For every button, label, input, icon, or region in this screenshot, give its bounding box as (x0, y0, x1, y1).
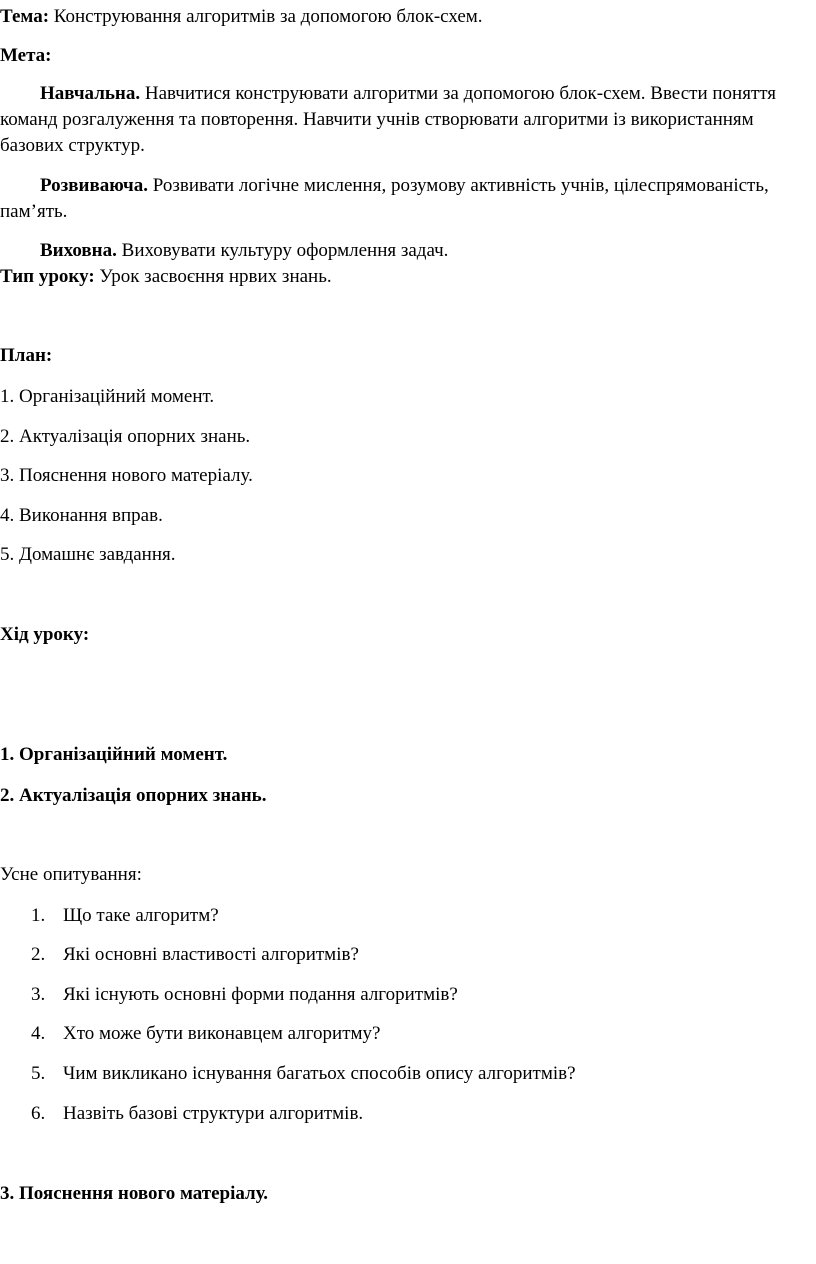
question-number: 6. (31, 1103, 46, 1124)
plan-item: 1. Організаційний момент. (0, 386, 215, 407)
goal-upbringing-text: Виховувати культуру оформлення задач. (116, 240, 449, 261)
plan-item: 3. Пояснення нового матеріалу. (0, 465, 253, 486)
question-text: Чим викликано існування багатьох способів опису алгоритмів? (63, 1063, 576, 1084)
topic-label: Тема: (0, 6, 50, 27)
lesson-type-text: Урок засвоєння нрвих знань. (94, 266, 332, 287)
goal-heading: Мета: (0, 45, 52, 66)
goal-developmental-text: Розвивати логічне мислення, розумову активність учнів, цілеспрямованість, пам’ять. (0, 175, 769, 222)
question-text: Що таке алгоритм? (63, 905, 219, 926)
question-number: 4. (31, 1023, 46, 1044)
lesson-type-line (0, 264, 332, 290)
question-number: 1. (31, 905, 46, 926)
goal-educational-text: Навчитися конструювати алгоритми за допомогою блок-схем. Ввести поняття команд розгалуження та повторення. Навчити учнів створювати алгоритми із використанням базових структур. (0, 83, 777, 156)
question-text: Назвіть базові структури алгоритмів. (63, 1103, 364, 1124)
question-number: 5. (31, 1063, 46, 1084)
goal-upbringing (0, 238, 800, 264)
question-text: Хто може бути виконавцем алгоритму? (63, 1023, 381, 1044)
survey-label: Усне опитування: (0, 864, 142, 885)
lesson-type-label: Тип уроку: (0, 266, 95, 287)
topic-text: Конструювання алгоритмів за допомогою блок-схем. (49, 6, 483, 27)
goal-educational (0, 81, 800, 159)
goal-developmental-label: Розвиваюча. (40, 175, 148, 196)
goal-developmental (0, 173, 800, 225)
goal-educational-label: Навчальна. (40, 83, 141, 104)
plan-title: План: (0, 345, 53, 366)
section-organizational: 1. Організаційний момент. (0, 744, 228, 765)
plan-item: 2. Актуалізація опорних знань. (0, 426, 251, 447)
section-actualization: 2. Актуалізація опорних знань. (0, 785, 267, 806)
section-new-material: 3. Пояснення нового матеріалу. (0, 1183, 269, 1204)
question-number: 3. (31, 984, 46, 1005)
course-title: Хід уроку: (0, 624, 90, 645)
question-text: Які існують основні форми подання алгоритмів? (63, 984, 458, 1005)
question-text: Які основні властивості алгоритмів? (63, 944, 359, 965)
plan-item: 4. Виконання вправ. (0, 505, 163, 526)
question-number: 2. (31, 944, 46, 965)
goal-upbringing-label: Виховна. (40, 240, 117, 261)
plan-item: 5. Домашнє завдання. (0, 544, 176, 565)
topic-line (0, 4, 483, 30)
